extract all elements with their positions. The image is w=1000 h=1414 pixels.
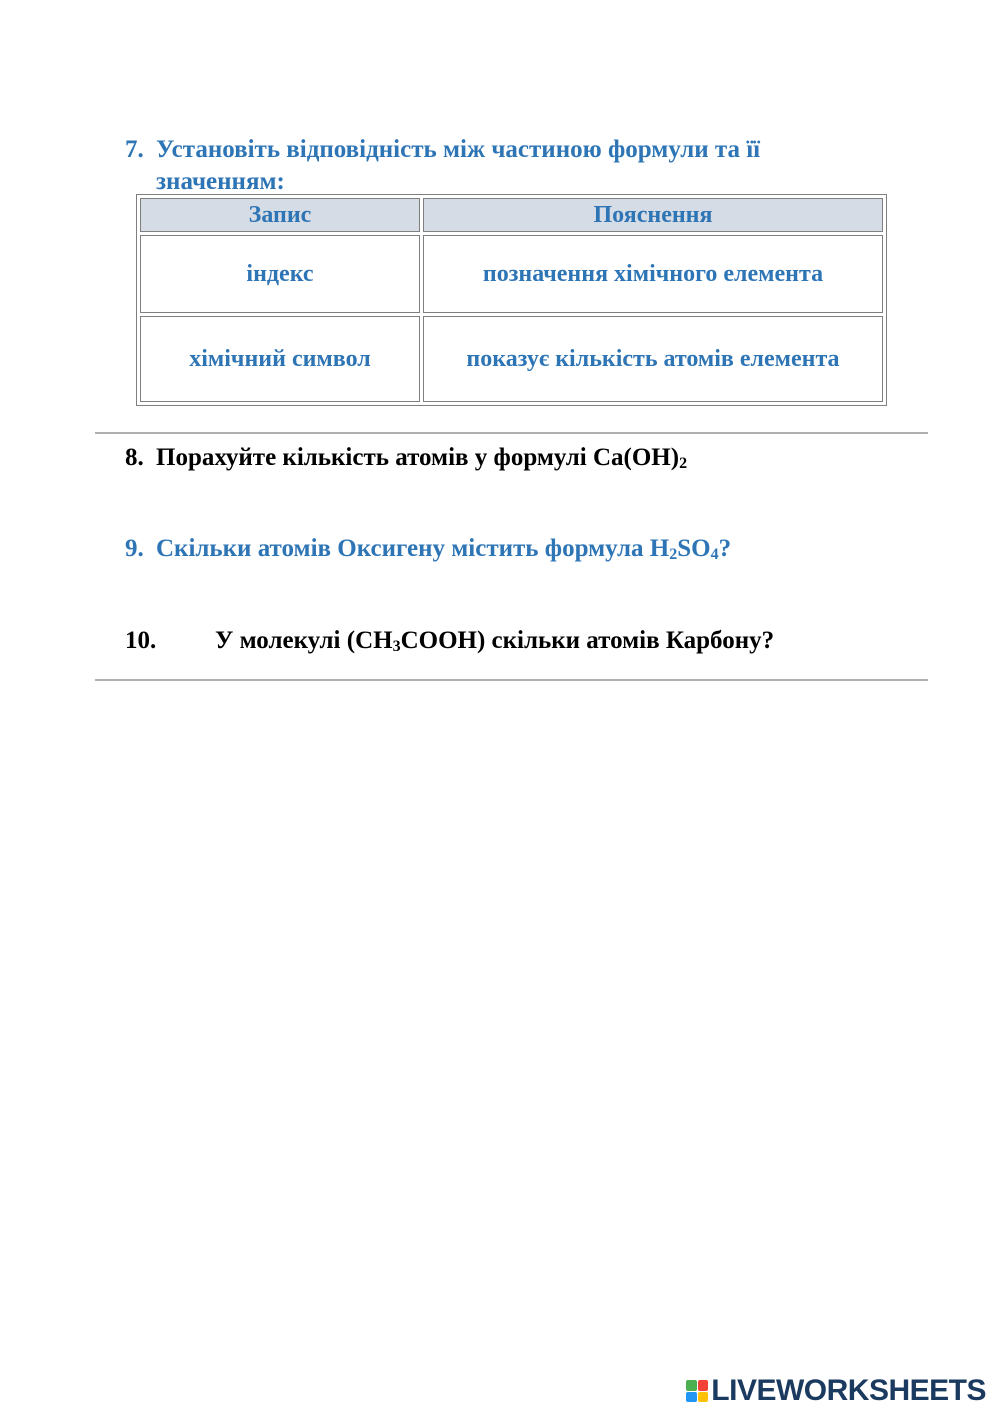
divider	[95, 679, 928, 681]
table-cell[interactable]: показує кількість атомів елемента	[423, 316, 883, 402]
table-cell[interactable]: індекс	[140, 235, 420, 313]
logo-icon	[686, 1380, 708, 1402]
question-number: 9.	[125, 535, 144, 562]
question-text-end: COOH) скільки атомів Карбону?	[400, 627, 775, 654]
subscript: 2	[679, 455, 688, 472]
question-text: У молекулі (CH	[215, 627, 393, 654]
brand-name: LIVEWORKSHEETS	[711, 1374, 986, 1407]
subscript: 2	[669, 546, 678, 563]
table-header-row	[140, 198, 883, 232]
subscript: 3	[392, 638, 401, 655]
question-text: Порахуйте кількість атомів у формулі Ca(OH)	[156, 444, 680, 471]
question-text-line-2: значенням:	[156, 168, 285, 195]
liveworksheets-logo	[686, 1374, 986, 1408]
question-7	[125, 134, 845, 198]
question-9	[125, 533, 731, 565]
matching-table	[136, 194, 887, 406]
question-text: Скільки атомів Оксигену містить формула H	[156, 535, 670, 562]
table-cell[interactable]: позначення хімічного елемента	[423, 235, 883, 313]
divider	[95, 432, 928, 434]
question-number: 8.	[125, 444, 144, 471]
table-cell[interactable]: хімічний символ	[140, 316, 420, 402]
question-number: 7.	[125, 136, 144, 163]
table-row	[140, 316, 883, 402]
formula-part: SO	[677, 535, 711, 562]
question-text-line-1: Установіть відповідність між частиною формули та її	[156, 136, 761, 163]
question-10	[125, 625, 774, 657]
question-mark: ?	[718, 535, 732, 562]
question-8	[125, 442, 687, 474]
question-number: 10.	[125, 627, 157, 654]
header-cell-explanation: Пояснення	[423, 198, 883, 232]
table-row	[140, 235, 883, 313]
subscript: 4	[710, 546, 719, 563]
header-cell-record: Запис	[140, 198, 420, 232]
